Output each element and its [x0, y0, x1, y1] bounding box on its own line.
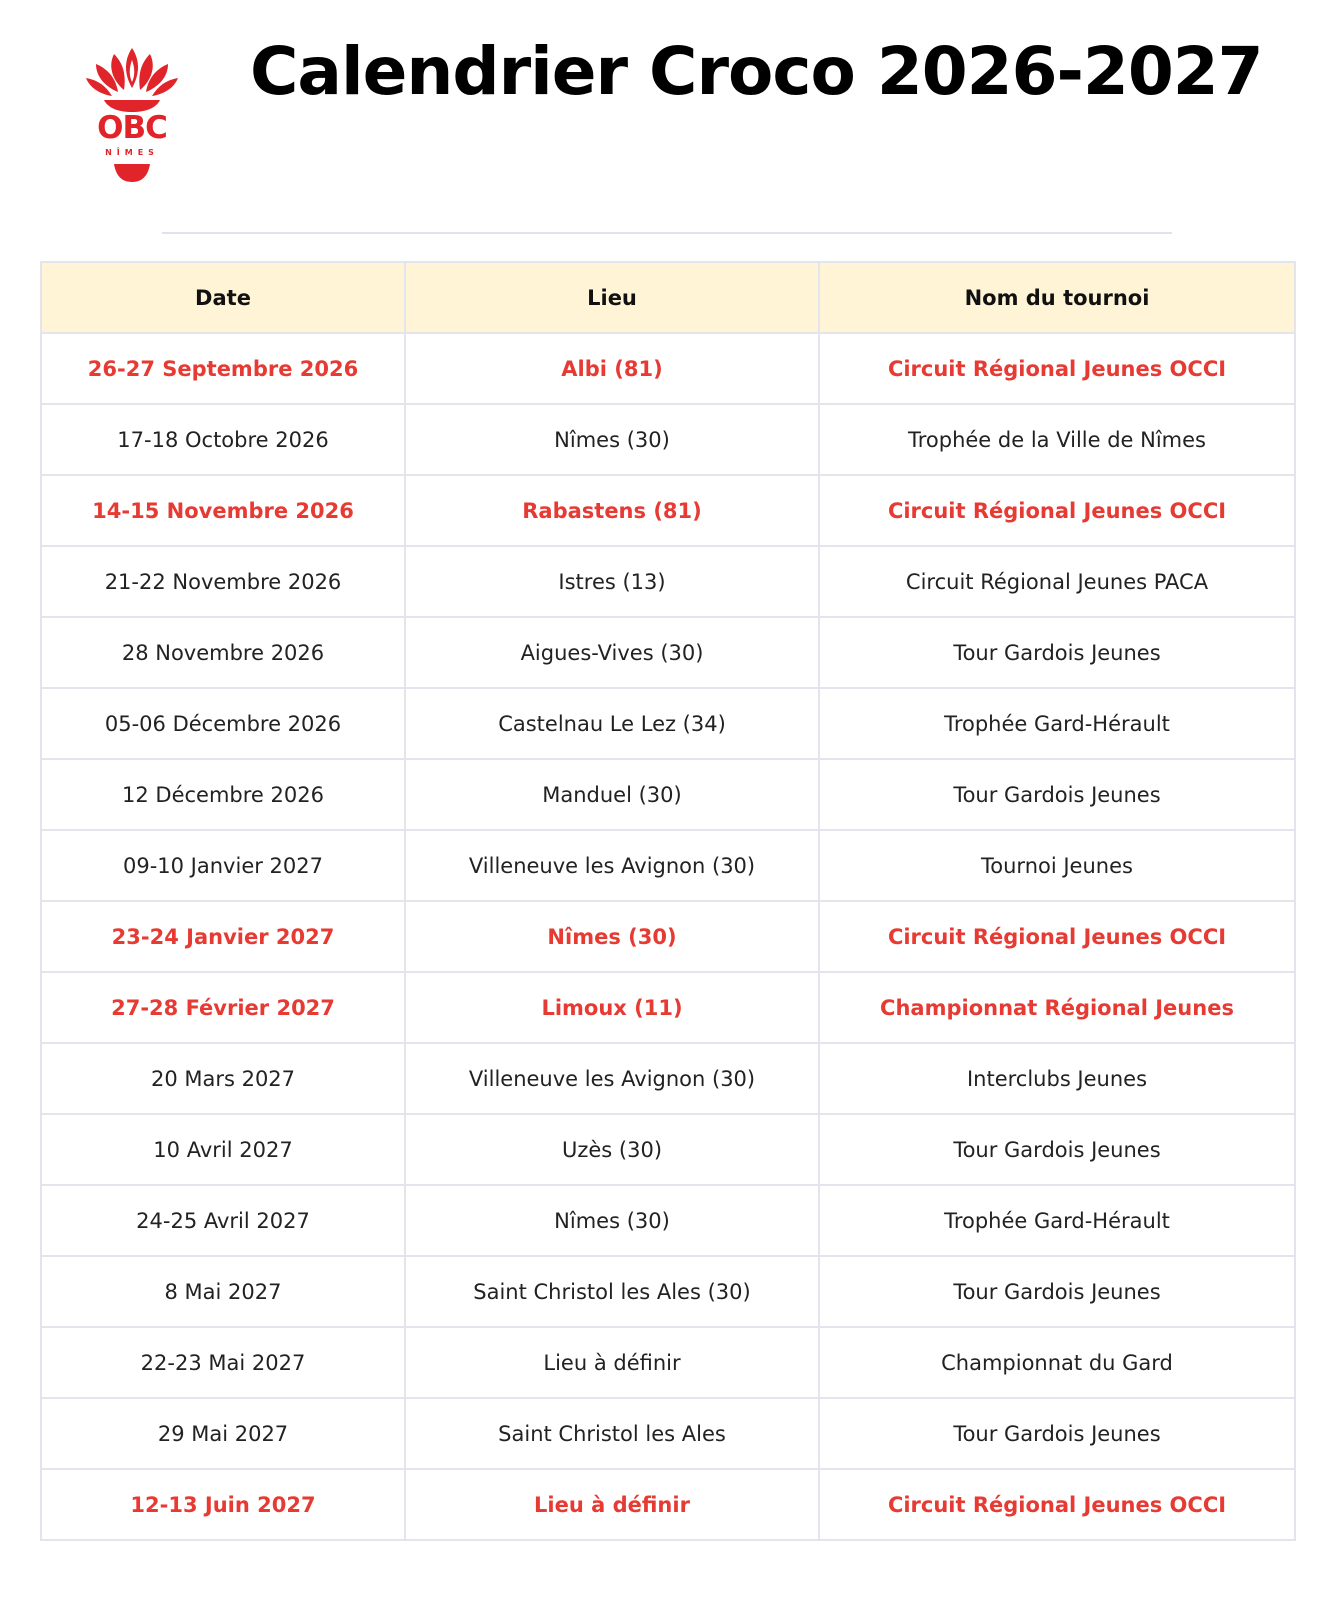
cell-lieu: Saint Christol les Ales (30): [405, 1256, 819, 1327]
column-header-lieu: Lieu: [405, 262, 819, 333]
cell-date: 8 Mai 2027: [41, 1256, 405, 1327]
cell-nom: Trophée de la Ville de Nîmes: [819, 404, 1295, 475]
cell-date: 05-06 Décembre 2026: [41, 688, 405, 759]
cell-nom: Championnat Régional Jeunes: [819, 972, 1295, 1043]
cell-lieu: Aigues-Vives (30): [405, 617, 819, 688]
table-row: [41, 475, 1295, 546]
cell-date: 22-23 Mai 2027: [41, 1327, 405, 1398]
cell-date: 09-10 Janvier 2027: [41, 830, 405, 901]
column-header-nom: Nom du tournoi: [819, 262, 1295, 333]
cell-nom: Tour Gardois Jeunes: [819, 1256, 1295, 1327]
cell-date: 21-22 Novembre 2026: [41, 546, 405, 617]
logo-text: OBC: [97, 110, 167, 146]
logo-city: NÎMES: [105, 148, 159, 157]
cell-lieu: Nîmes (30): [405, 901, 819, 972]
cell-lieu: Lieu à définir: [405, 1469, 819, 1540]
cell-date: 10 Avril 2027: [41, 1114, 405, 1185]
table-row: [41, 972, 1295, 1043]
cell-nom: Circuit Régional Jeunes OCCI: [819, 475, 1295, 546]
cell-nom: Tournoi Jeunes: [819, 830, 1295, 901]
cell-date: 23-24 Janvier 2027: [41, 901, 405, 972]
cell-lieu: Albi (81): [405, 333, 819, 404]
cell-nom: Tour Gardois Jeunes: [819, 759, 1295, 830]
cell-lieu: Rabastens (81): [405, 475, 819, 546]
calendar-table: [40, 261, 1296, 1541]
table-row: [41, 1043, 1295, 1114]
cell-date: 12 Décembre 2026: [41, 759, 405, 830]
cell-nom: Interclubs Jeunes: [819, 1043, 1295, 1114]
table-row: [41, 1256, 1295, 1327]
table-row: [41, 1114, 1295, 1185]
cell-nom: Trophée Gard-Hérault: [819, 688, 1295, 759]
cell-date: 12-13 Juin 2027: [41, 1469, 405, 1540]
cell-date: 20 Mars 2027: [41, 1043, 405, 1114]
table-row: [41, 1469, 1295, 1540]
cell-date: 14-15 Novembre 2026: [41, 475, 405, 546]
cell-nom: Circuit Régional Jeunes OCCI: [819, 901, 1295, 972]
table-row: [41, 404, 1295, 475]
divider: [162, 232, 1172, 234]
table-row: [41, 1327, 1295, 1398]
cell-nom: Tour Gardois Jeunes: [819, 1114, 1295, 1185]
cell-nom: Tour Gardois Jeunes: [819, 617, 1295, 688]
table-row: [41, 688, 1295, 759]
page-title: Calendrier Croco 2026-2027: [250, 33, 1263, 110]
cell-lieu: Manduel (30): [405, 759, 819, 830]
table-row: [41, 617, 1295, 688]
cell-nom: Circuit Régional Jeunes OCCI: [819, 1469, 1295, 1540]
cell-lieu: Istres (13): [405, 546, 819, 617]
cell-date: 17-18 Octobre 2026: [41, 404, 405, 475]
cell-lieu: Uzès (30): [405, 1114, 819, 1185]
cell-lieu: Limoux (11): [405, 972, 819, 1043]
cell-nom: Tour Gardois Jeunes: [819, 1398, 1295, 1469]
cell-date: 28 Novembre 2026: [41, 617, 405, 688]
cell-lieu: Saint Christol les Ales: [405, 1398, 819, 1469]
cell-lieu: Nîmes (30): [405, 404, 819, 475]
cell-nom: Circuit Régional Jeunes PACA: [819, 546, 1295, 617]
shuttlecock-icon: [84, 44, 180, 114]
cell-date: 24-25 Avril 2027: [41, 1185, 405, 1256]
table-header-row: [41, 262, 1295, 333]
cell-lieu: Nîmes (30): [405, 1185, 819, 1256]
cell-lieu: Lieu à définir: [405, 1327, 819, 1398]
table-row: [41, 1398, 1295, 1469]
table-row: [41, 830, 1295, 901]
cell-nom: Circuit Régional Jeunes OCCI: [819, 333, 1295, 404]
cell-lieu: Castelnau Le Lez (34): [405, 688, 819, 759]
cell-nom: Championnat du Gard: [819, 1327, 1295, 1398]
table-row: [41, 333, 1295, 404]
club-logo: [84, 44, 180, 184]
cell-date: 29 Mai 2027: [41, 1398, 405, 1469]
cell-date: 26-27 Septembre 2026: [41, 333, 405, 404]
logo-bottom-shape: [84, 160, 180, 190]
cell-lieu: Villeneuve les Avignon (30): [405, 1043, 819, 1114]
column-header-date: Date: [41, 262, 405, 333]
table-row: [41, 901, 1295, 972]
table-row: [41, 546, 1295, 617]
cell-nom: Trophée Gard-Hérault: [819, 1185, 1295, 1256]
cell-lieu: Villeneuve les Avignon (30): [405, 830, 819, 901]
cell-date: 27-28 Février 2027: [41, 972, 405, 1043]
table-row: [41, 1185, 1295, 1256]
table-row: [41, 759, 1295, 830]
